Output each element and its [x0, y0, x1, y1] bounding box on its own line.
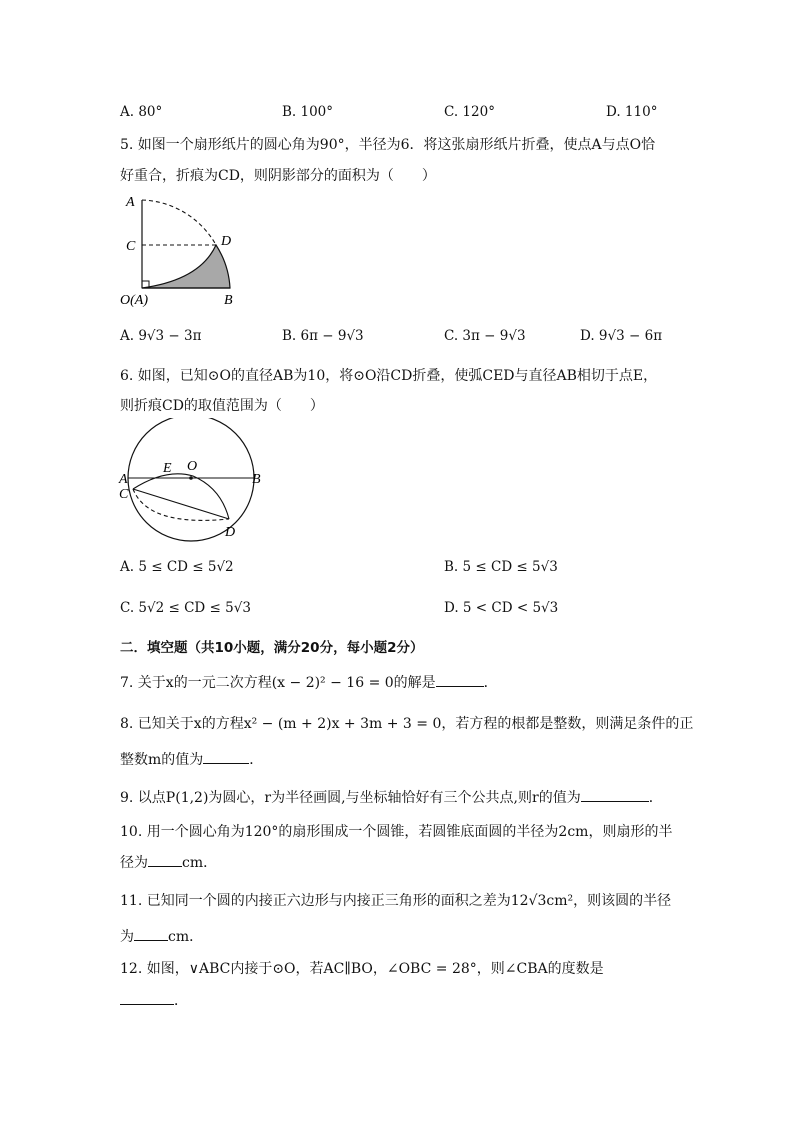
q7-text: 7. 关于x的一元二次方程(x − 2)² − 16 = 0的解是	[120, 675, 436, 691]
q11-text: 为	[120, 929, 134, 945]
q6-crease-cd	[133, 489, 229, 519]
q6-label-c: C	[119, 487, 129, 502]
q7-period: ．	[483, 675, 498, 691]
section-2-title: 二．填空题（共10小题，满分20分，每小题2分）	[120, 640, 424, 656]
q6-option-d: D. 5 < CD < 5√3	[444, 600, 559, 616]
q12-period: ．	[174, 993, 188, 1009]
q5-label-o: O(A)	[120, 293, 148, 308]
q5-option-c: C. 3π − 9√3	[444, 328, 526, 344]
q8-stem-line2	[120, 749, 263, 769]
q9-stem	[120, 787, 663, 807]
q12-stem-line2	[120, 990, 188, 1010]
q6-option-c: C. 5√2 ≤ CD ≤ 5√3	[120, 600, 251, 616]
q5-label-a: A	[126, 195, 135, 210]
q11-answer-blank[interactable]	[134, 928, 168, 941]
q12-stem-line1: 12. 如图，∨ABC内接于⊙O，若AC∥BO，∠OBC = 28°，则∠CBA的度数是	[120, 961, 604, 977]
q10-answer-blank[interactable]	[148, 854, 182, 867]
q4-option-d: D. 110°	[606, 104, 658, 120]
q8-text: 整数m的值为	[120, 752, 204, 768]
q6-option-a: A. 5 ≤ CD ≤ 5√2	[120, 559, 234, 575]
q10-stem-line2	[120, 852, 217, 872]
q6-figure	[116, 418, 266, 546]
q11-stem-line2	[120, 926, 203, 946]
q4-option-c: C. 120°	[444, 104, 495, 120]
q10-unit: cm．	[182, 855, 218, 871]
q7-stem	[120, 672, 498, 692]
q5-option-b: B. 6π − 9√3	[282, 328, 364, 344]
q5-label-d: D	[221, 234, 232, 249]
q9-answer-blank[interactable]	[581, 789, 649, 802]
q8-stem-line1: 8. 已知关于x的方程x² − (m + 2)x + 3m + 3 = 0，若方程的根都是整数，则满足条件的正	[120, 716, 694, 732]
q7-answer-blank[interactable]	[436, 674, 484, 687]
q9-period: ．	[648, 790, 663, 806]
q5-figure	[118, 190, 248, 310]
q12-answer-blank[interactable]	[120, 992, 174, 1005]
q6-option-b: B. 5 ≤ CD ≤ 5√3	[444, 559, 558, 575]
q8-period: ．	[249, 752, 264, 768]
q5-label-c: C	[126, 239, 136, 254]
q6-label-a: A	[119, 472, 128, 487]
q6-stem-line2: 则折痕CD的取值范围为（ ）	[120, 398, 324, 414]
q5-arc-dashed	[142, 200, 216, 245]
q4-option-b: B. 100°	[282, 104, 334, 120]
q6-stem-line1: 6. 如图，已知⊙O的直径AB为10，将⊙O沿CD折叠，使弧CED与直径AB相切于点E，	[120, 368, 658, 384]
q11-stem-line1: 11. 已知同一个圆的内接正六边形与内接正三角形的面积之差为12√3cm²，则该圆的半径	[120, 893, 672, 909]
q6-label-o: O	[187, 459, 198, 474]
q5-label-b: B	[224, 293, 233, 308]
q10-text: 径为	[120, 855, 148, 871]
q6-label-d: D	[225, 525, 236, 540]
q4-option-a: A. 80°	[120, 104, 163, 120]
q6-center-dot	[189, 476, 193, 480]
q5-option-d: D. 9√3 − 6π	[580, 328, 663, 344]
q5-stem-line1: 5. 如图一个扇形纸片的圆心角为90°，半径为6．将这张扇形纸片折叠，使点A与点O恰	[120, 137, 656, 153]
q6-label-b: B	[252, 472, 261, 487]
q6-label-e: E	[163, 461, 172, 476]
q11-unit: cm．	[168, 929, 204, 945]
q8-answer-blank[interactable]	[203, 751, 249, 764]
q5-stem-line2: 好重合，折痕为CD，则阴影部分的面积为（ ）	[120, 168, 436, 184]
q10-stem-line1: 10. 用一个圆心角为120°的扇形围成一个圆锥，若圆锥底面圆的半径为2cm，则扇形的半	[120, 824, 673, 840]
q9-text: 9. 以点P(1,2)为圆心，r为半径画圆,与坐标轴恰好有三个公共点,则r的值为	[120, 790, 581, 806]
q6-folded-arc-ced	[133, 474, 229, 519]
q5-shaded-region	[142, 245, 230, 288]
q5-option-a: A. 9√3 − 3π	[120, 328, 202, 344]
